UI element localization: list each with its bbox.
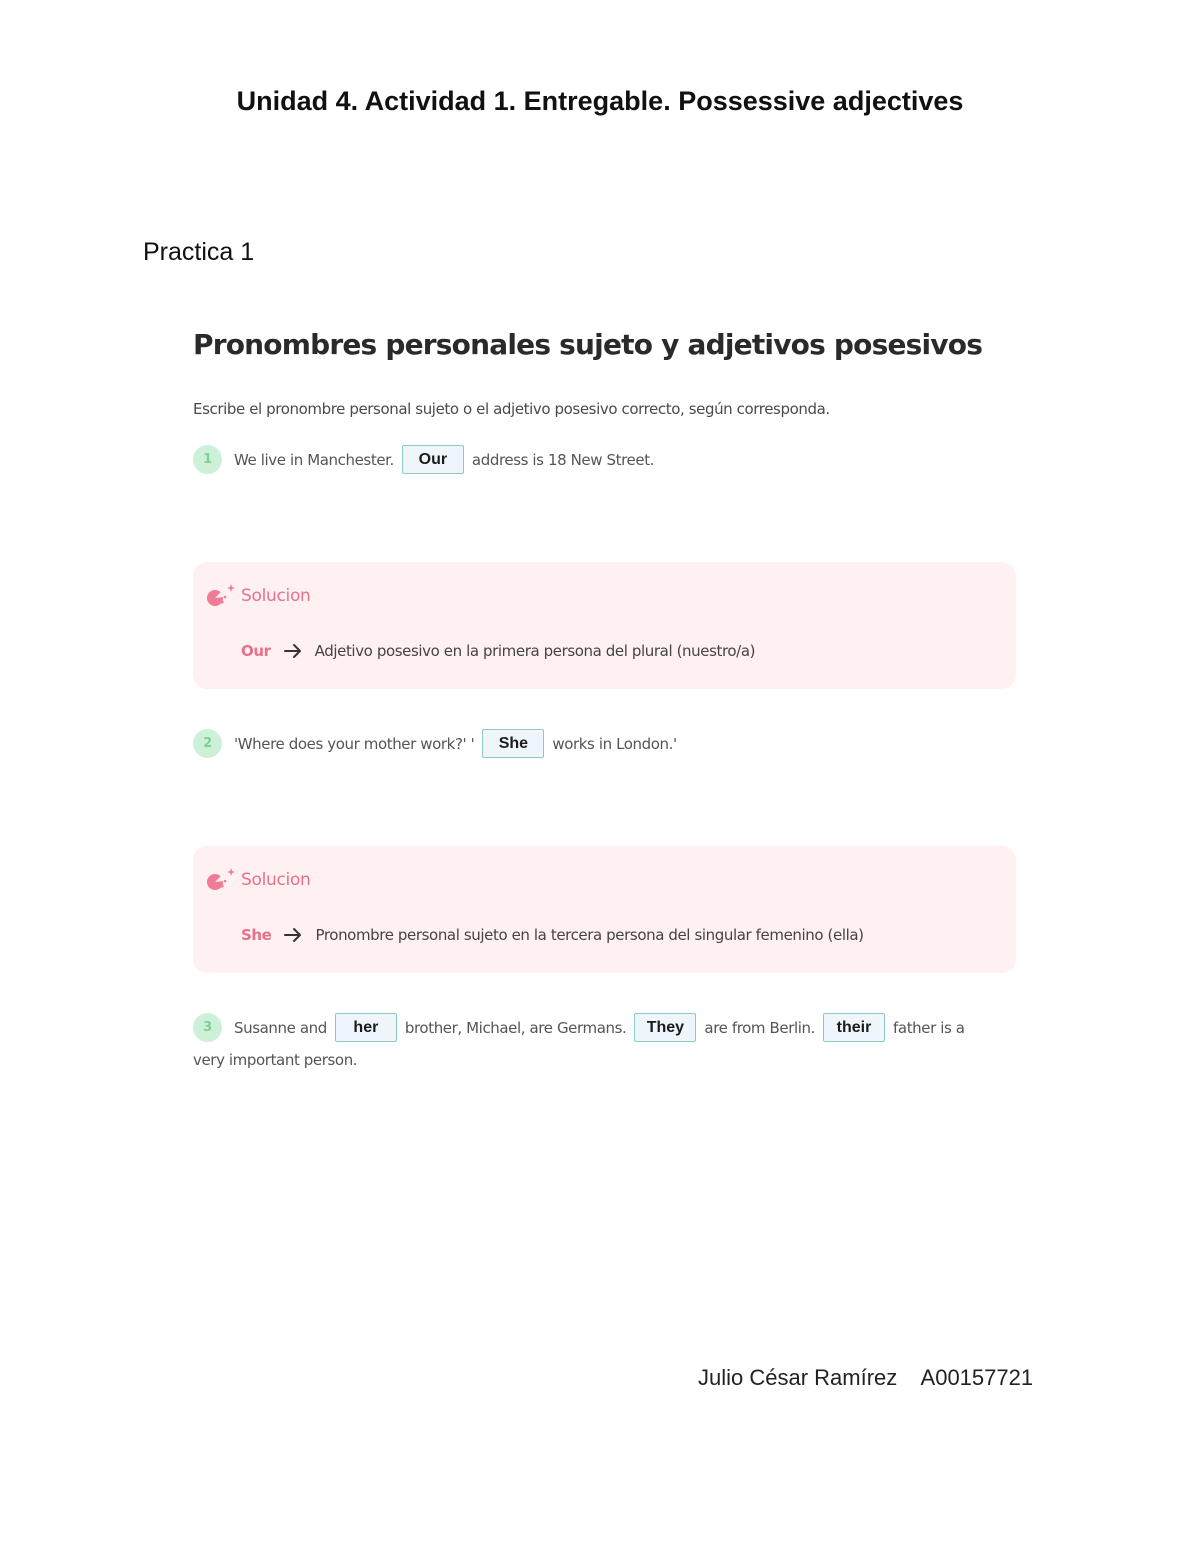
solution-word: She: [241, 926, 272, 944]
question-number-badge: 3: [193, 1013, 222, 1042]
question-text-part3: are from Berlin.: [704, 1018, 816, 1037]
solution-label: Solucion: [241, 870, 311, 890]
question-number-badge: 2: [193, 729, 222, 758]
answer-blank[interactable]: She: [482, 729, 544, 758]
section-label: Practica 1: [143, 238, 255, 266]
answer-blank[interactable]: her: [335, 1013, 397, 1042]
question-2: [193, 729, 677, 758]
question-text-part2: brother, Michael, are Germans.: [404, 1018, 627, 1037]
solution-explanation: Pronombre personal sujeto en la tercera persona del singular femenino (ella): [315, 926, 864, 944]
exercise-heading: Pronombres personales sujeto y adjetivos posesivos: [193, 328, 983, 361]
solution-line: [241, 926, 864, 944]
answer-blank[interactable]: They: [634, 1013, 696, 1042]
question-text-part4: father is a: [893, 1018, 965, 1037]
solution-box: [193, 846, 1016, 973]
student-id: A00157721: [920, 1365, 1034, 1390]
footer-author: [698, 1365, 1033, 1391]
solution-header: [205, 866, 311, 894]
question-text-after: works in London.': [552, 734, 677, 753]
solution-header: [205, 582, 311, 610]
question-text-continuation: very important person.: [193, 1051, 358, 1069]
arrow-right-icon: [283, 642, 303, 660]
question-text-part1: Susanne and: [234, 1018, 327, 1037]
answer-blank[interactable]: their: [823, 1013, 885, 1042]
question-1: [193, 445, 654, 474]
sparkle-bulb-icon: [205, 582, 237, 610]
solution-explanation: Adjetivo posesivo en la primera persona del plural (nuestro/a): [314, 642, 756, 660]
answer-blank[interactable]: Our: [402, 445, 464, 474]
exercise-instruction: Escribe el pronombre personal sujeto o el adjetivo posesivo correcto, según corresponda.: [193, 400, 830, 418]
question-3: [193, 1013, 965, 1042]
question-number-badge: 1: [193, 445, 222, 474]
question-text-before: 'Where does your mother work?' ': [234, 734, 475, 753]
solution-label: Solucion: [241, 586, 311, 606]
solution-box: [193, 562, 1016, 689]
document-title: Unidad 4. Actividad 1. Entregable. Possessive adjectives: [236, 86, 964, 116]
sparkle-bulb-icon: [205, 866, 237, 894]
author-name: Julio César Ramírez: [698, 1365, 898, 1390]
question-text-after: address is 18 New Street.: [471, 450, 655, 469]
solution-line: [241, 642, 755, 660]
question-text-before: We live in Manchester.: [234, 450, 394, 469]
arrow-right-icon: [283, 926, 303, 944]
solution-word: Our: [241, 642, 271, 660]
